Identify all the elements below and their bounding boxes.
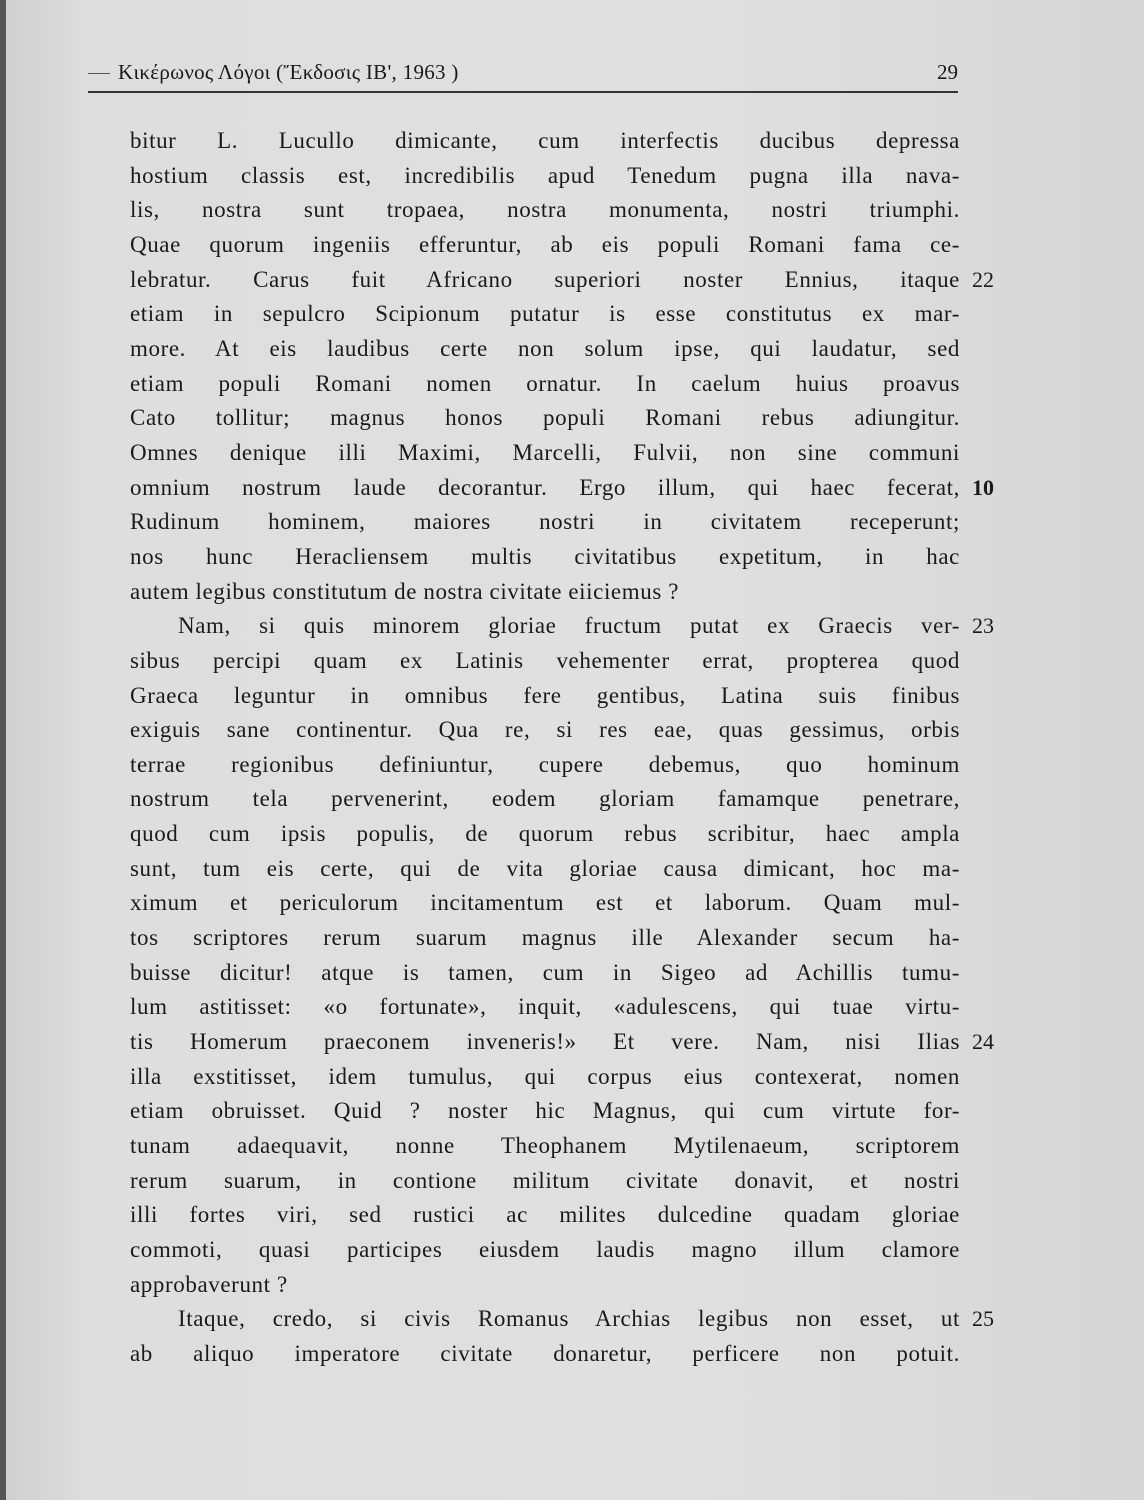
text-line: lis, nostra sunt tropaea, nostra monumenta, nostri triumphi. xyxy=(130,197,960,223)
text-line: Cato tollitur; magnus honos populi Romani rebus adiungitur. xyxy=(130,405,960,431)
text-line: quod cum ipsis populis, de quorum rebus scribitur, haec ampla xyxy=(130,821,960,847)
text-line: ab aliquo imperatore civitate donaretur, perficere non potuit. xyxy=(130,1340,960,1366)
text-line: terrae regionibus definiuntur, cupere debemus, quo hominum xyxy=(130,751,960,777)
text-line: autem legibus constitutum de nostra civitate eiiciemus ? xyxy=(130,578,680,604)
body-text xyxy=(130,124,960,1372)
text-line: sunt, tum eis certe, qui de vita gloriae causa dimicant, hoc ma- xyxy=(130,855,960,881)
text-line: tos scriptores rerum suarum magnus ille Alexander secum ha- xyxy=(130,925,960,951)
text-line: Rudinum hominem, maiores nostri in civitatem receperunt; xyxy=(130,509,960,535)
text-line: etiam obruisset. Quid ? noster hic Magnus, qui cum virtute for- xyxy=(130,1098,960,1124)
text-line: nos hunc Heracliensem multis civitatibus expetitum, in hac xyxy=(130,543,960,569)
text-line: nostrum tela pervenerint, eodem gloriam famamque penetrare, xyxy=(130,786,960,812)
text-line: commoti, quasi participes eiusdem laudis magno illum clamore xyxy=(130,1237,960,1262)
running-header xyxy=(88,56,958,92)
section-number: 25 xyxy=(972,1306,994,1332)
header-rule xyxy=(88,91,958,93)
text-line: Graeca leguntur in omnibus fere gentibus, Latina suis finibus xyxy=(130,682,960,708)
section-number: 24 xyxy=(972,1029,994,1054)
text-line: Omnes denique illi Maximi, Marcelli, Fulvii, non sine communi xyxy=(130,439,960,465)
text-line: lum astitisset: «o fortunate», inquit, «adulescens, qui tuae virtu- xyxy=(130,994,960,1020)
text-line: rerum suarum, in contione militum civitate donavit, et nostri xyxy=(130,1167,960,1193)
text-line: etiam in sepulcro Scipionum putatur is esse constitutus ex mar- xyxy=(130,301,960,327)
line-number: 10 xyxy=(972,474,994,500)
text-line: approbaverunt ? xyxy=(130,1271,288,1297)
text-line: omnium nostrum laude decorantur. Ergo illum, qui haec fecerat, xyxy=(130,474,960,500)
text-line: tis Homerum praeconem inveneris!» Et vere. Nam, nisi Ilias xyxy=(130,1029,960,1055)
text-line: illi fortes viri, sed rustici ac milites dulcedine quadam gloriae xyxy=(130,1202,960,1228)
text-line: ximum et periculorum incitamentum est et laborum. Quam mul- xyxy=(130,890,960,916)
text-line: Nam, si quis minorem gloriae fructum putat ex Graecis ver- xyxy=(178,613,960,639)
section-number: 23 xyxy=(972,613,994,639)
text-line: exiguis sane continentur. Qua re, si res eae, quas gessimus, orbis xyxy=(130,717,960,743)
text-line: Quae quorum ingeniis efferuntur, ab eis populi Romani fama ce- xyxy=(130,231,960,257)
text-line: sibus percipi quam ex Latinis vehementer errat, propterea quod xyxy=(130,647,960,673)
section-number: 22 xyxy=(972,266,994,292)
text-line: etiam populi Romani nomen ornatur. In caelum huius proavus xyxy=(130,370,960,396)
text-line: tunam adaequavit, nonne Theophanem Mytilenaeum, scriptorem xyxy=(130,1133,960,1159)
header-title: Κικέρωνος Λόγοι (Ἔκδοσις ΙΒ', 1963 ) xyxy=(118,60,459,84)
text-line: bitur L. Lucullo dimicante, cum interfectis ducibus depressa xyxy=(130,128,960,153)
text-line: more. At eis laudibus certe non solum ipse, qui laudatur, sed xyxy=(130,335,960,361)
text-line: Itaque, credo, si civis Romanus Archias legibus non esset, ut xyxy=(178,1306,960,1332)
text-line: lebratur. Carus fuit Africano superiori noster Ennius, itaque xyxy=(130,266,960,292)
text-line: buisse dicitur! atque is tamen, cum in Sigeo ad Achillis tumu- xyxy=(130,959,960,985)
text-line: illa exstitisset, idem tumulus, qui corpus eius contexerat, nomen xyxy=(130,1063,960,1089)
header-dash xyxy=(88,73,110,74)
binding-edge xyxy=(0,0,6,1500)
page-number: 29 xyxy=(937,60,958,84)
text-line: hostium classis est, incredibilis apud Tenedum pugna illa nava- xyxy=(130,162,960,188)
